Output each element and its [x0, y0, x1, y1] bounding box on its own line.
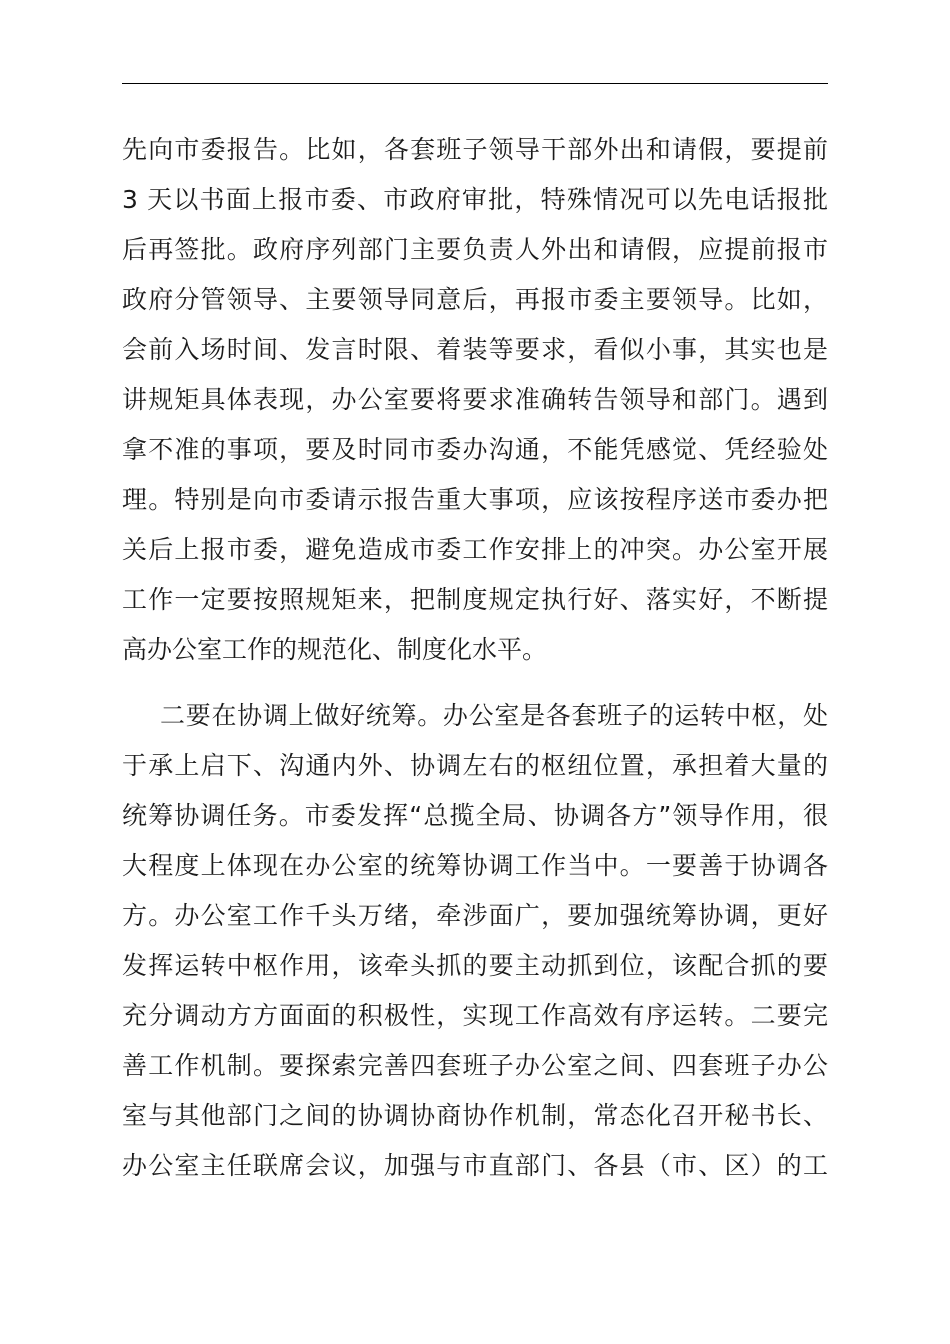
text-line: 讲规矩具体表现，办公室要将要求准确转告领导和部门。遇到: [122, 385, 828, 414]
text-line: 办公室主任联席会议，加强与市直部门、各县（市、区）的工: [122, 1151, 828, 1180]
text-line: 工作一定要按照规矩来，把制度规定执行好、落实好，不断提: [122, 585, 828, 614]
text-line: 善工作机制。要探索完善四套班子办公室之间、四套班子办公: [122, 1051, 828, 1080]
text-line: 高办公室工作的规范化、制度化水平。: [122, 635, 548, 664]
text-line: 室与其他部门之间的协调协商协作机制，常态化召开秘书长、: [122, 1101, 828, 1130]
paragraph-2: [122, 691, 828, 1191]
text-line: 二要在协调上做好统筹。办公室是各套班子的运转中枢，处: [160, 701, 828, 730]
header-rule: [122, 83, 828, 84]
text-line: 充分调动方方面面的积极性，实现工作高效有序运转。二要完: [122, 1001, 828, 1030]
paragraph-spacer: [122, 675, 828, 691]
text-line: 3 天以书面上报市委、市政府审批，特殊情况可以先电话报批: [122, 185, 828, 214]
text-line: 后再签批。政府序列部门主要负责人外出和请假，应提前报市: [122, 235, 828, 264]
text-line: 先向市委报告。比如，各套班子领导干部外出和请假，要提前: [122, 135, 828, 164]
text-line: 大程度上体现在办公室的统筹协调工作当中。一要善于协调各: [122, 851, 828, 880]
text-line: 理。特别是向市委请示报告重大事项，应该按程序送市委办把: [122, 485, 828, 514]
text-line: 发挥运转中枢作用，该牵头抓的要主动抓到位，该配合抓的要: [122, 951, 828, 980]
document-body: [122, 125, 828, 1191]
text-line: 关后上报市委，避免造成市委工作安排上的冲突。办公室开展: [122, 535, 828, 564]
text-line: 政府分管领导、主要领导同意后，再报市委主要领导。比如，: [122, 285, 828, 314]
paragraph-1: [122, 125, 828, 675]
text-line: 统筹协调任务。市委发挥“总揽全局、协调各方”领导作用，很: [122, 801, 828, 830]
text-line: 拿不准的事项，要及时同市委办沟通，不能凭感觉、凭经验处: [122, 435, 828, 464]
text-line: 于承上启下、沟通内外、协调左右的枢纽位置，承担着大量的: [122, 751, 828, 780]
text-line: 方。办公室工作千头万绪，牵涉面广，要加强统筹协调，更好: [122, 901, 828, 930]
text-line: 会前入场时间、发言时限、着装等要求，看似小事，其实也是: [122, 335, 828, 364]
